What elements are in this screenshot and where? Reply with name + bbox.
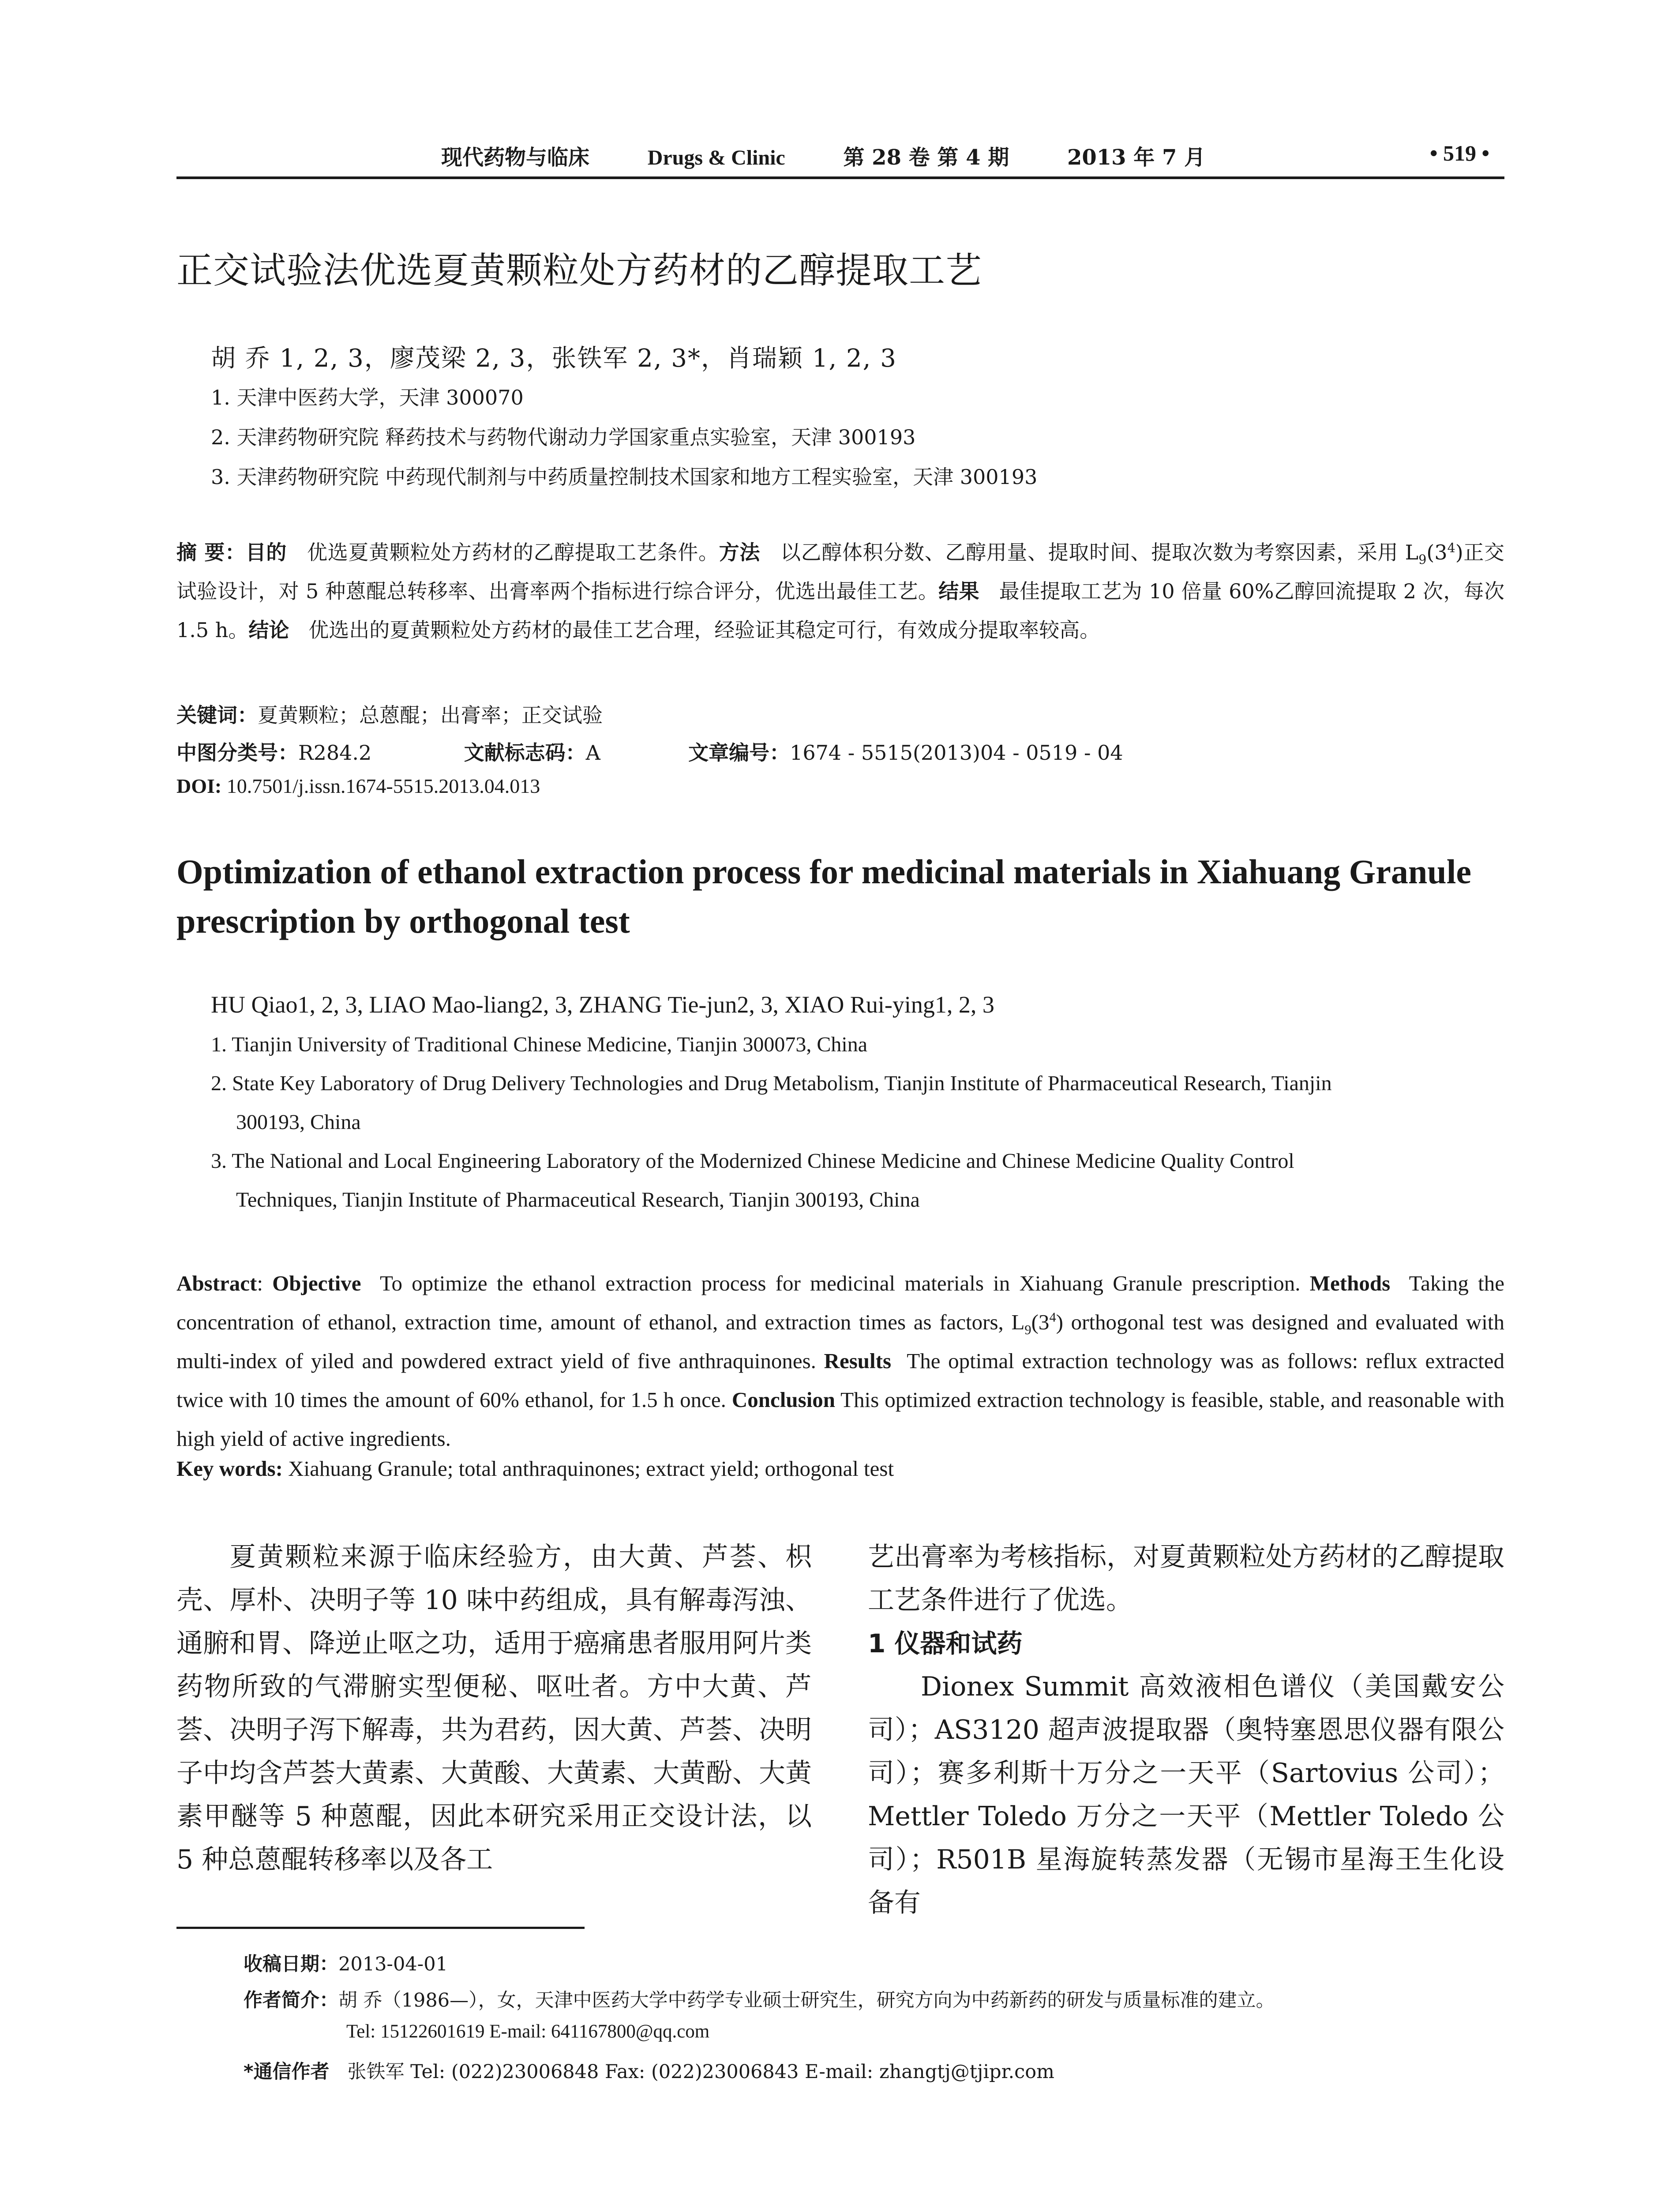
doi-value: 10.7501/j.issn.1674-5515.2013.04.013 (226, 775, 540, 797)
objective-text-cn: 优选夏黄颗粒处方药材的乙醇提取工艺条件。 (307, 540, 719, 564)
methods-superscript-en: 4 (1049, 1309, 1056, 1325)
methods-label-en: Methods (1309, 1271, 1391, 1295)
affiliation-en-2: 2. State Key Laboratory of Drug Delivery Technologies and Drug Metabolism, Tianjin Institute of Pharmaceutical Research, Tianjin (211, 1072, 1332, 1095)
corresponding-author (244, 2057, 1054, 2084)
affiliation-cn-1: 1. 天津中医药大学，天津 300070 (211, 386, 524, 409)
intro-paragraph-cont: 艺出膏率为考核指标，对夏黄颗粒处方药材的乙醇提取工艺条件进行了优选。 (868, 1542, 1504, 1616)
keywords-text-cn: 夏黄颗粒；总蒽醌；出膏率；正交试验 (258, 703, 603, 727)
affiliation-en-3: 3. The National and Local Engineering Laboratory of the Modernized Chinese Medicine and Chinese Medicine Quality Control (211, 1149, 1294, 1173)
article-title-en: Optimization of ethanol extraction process for medicinal materials in Xiahuang Granule prescription by orthogonal test (176, 852, 1471, 940)
article-title-cn: 正交试验法优选夏黄颗粒处方药材的乙醇提取工艺 (176, 250, 982, 292)
conclusion-label-en: Conclusion (731, 1388, 836, 1412)
doi-line (176, 774, 540, 798)
volume-issue: 第 28 卷 第 4 期 (843, 145, 1009, 170)
methods-text-cn-a: 以乙醇体积分数、乙醇用量、提取时间、提取次数为考察因素，采用 L (780, 540, 1419, 564)
methods-text-en-c: ) orthogonal test was designed and evaluated with multi-index of yiled and powdered extract yield of five anthraquinones. (176, 1310, 1505, 1373)
methods-text-cn-b: (3 (1426, 540, 1448, 564)
results-label-cn: 结果 (938, 579, 979, 603)
footnote-divider (176, 1927, 585, 1929)
intro-paragraph: 夏黄颗粒来源于临床经验方，由大黄、芦荟、枳壳、厚朴、决明子等 10 味中药组成，具有解毒泻浊、通腑和胃、降逆止呕之功，适用于癌痛患者服用阿片类药物所致的气滞腑实型便秘、呕吐者。方中大黄、芦荟、决明子泻下解毒，共为君药，因大黄、芦荟、决明子中均含芦荟大黄素、大黄酸、大黄素、大黄酚、大黄素甲醚等 5 种蒽醌，因此本研究采用正交设计法，以 5 种总蒽醌转移率以及各工 (176, 1542, 812, 1875)
doc-code-label: 文献标志码： (464, 741, 586, 765)
received-date (244, 1949, 448, 1976)
abstract-cn (176, 533, 1504, 649)
doc-code-value: A (585, 741, 600, 765)
corresponding-text: 张铁军 Tel: (022)23006848 Fax: (022)23006843 E-mail: zhangtj@tjipr.com (347, 2061, 1054, 2083)
objective-label-cn: 目的 (245, 540, 287, 564)
author-bio-label: 作者简介： (244, 1989, 338, 2011)
abstract-label-en: Abstract (176, 1271, 257, 1295)
methods-superscript-cn: 4 (1447, 540, 1455, 555)
keywords-en (176, 1456, 894, 1481)
clc-value: R284.2 (298, 741, 372, 765)
methods-text-en-b: (3 (1031, 1310, 1050, 1334)
doi-label: DOI: (176, 775, 222, 797)
body-column-left (176, 1535, 812, 1881)
author-bio (244, 1985, 1275, 2012)
keywords-text-en: Xiahuang Granule; total anthraquinones; extract yield; orthogonal test (288, 1456, 894, 1481)
author-list-cn: 胡 乔 1, 2, 3，廖茂梁 2, 3，张铁军 2, 3*，肖瑞颖 1, 2, 3 (211, 344, 897, 373)
author-contact: Tel: 15122601619 E-mail: 641167800@qq.com (346, 2021, 710, 2042)
author-list-en-text: HU Qiao1, 2, 3, LIAO Mao-liang2, 3, ZHANG Tie-jun2, 3, XIAO Rui-ying1, 2, 3 (211, 991, 994, 1018)
affiliation-en-2-cont: 300193, China (236, 1111, 361, 1134)
results-label-en: Results (824, 1349, 892, 1373)
methods-text-en-a: Taking the concentration of ethanol, extraction time, amount of ethanol, and extraction times as factors, L (176, 1271, 1505, 1334)
author-list-en (211, 991, 994, 1018)
abstract-en: Abstract: Objective To optimize the ethanol extraction process for medicinal materials in Xiahuang Granule prescription. Methods Taking the concentration of ethanol, extraction time, amount of ethanol, and extraction times as factors, $L_9(3^4)$ orthogonal test was designed and evaluated with multi-index of yiled and powdered extract yield of five anthraquinones. Results The optimal extraction technology was as follows: reflux extracted twice with 10 times the amount of 60% ethanol, for 1.5 h once. Conclusion This optimized extraction technology is feasible, stable, and reasonable with high yield of active ingredients. (176, 1271, 1505, 1451)
abstract-label-cn: 摘 要： (176, 540, 246, 564)
corresponding-label: *通信作者 (244, 2061, 330, 2083)
section-1-paragraph: Dionex Summit 高效液相色谱仪（美国戴安公司）；AS3120 超声波提取器（奥特塞恩思仪器有限公司）；赛多利斯十万分之一天平（Sartovius 公司）；Mettler Toledo 万分之一天平（Mettler Toledo 公司）；R501B 星海旋转蒸发器（无锡市星海王生化设备有 (868, 1671, 1504, 1918)
clc-label: 中图分类号： (176, 741, 298, 765)
article-no-value: 1674 - 5515(2013)04 - 0519 - 04 (790, 741, 1123, 765)
methods-subscript-en: 9 (1024, 1322, 1031, 1337)
author-bio-text: 胡 乔（1986—），女，天津中医药大学中药学专业硕士研究生，研究方向为中药新药的研发与质量标准的建立。 (338, 1989, 1275, 2011)
journal-name-cn: 现代药物与临床 (441, 145, 590, 170)
classification-line (176, 737, 1123, 766)
journal-name-en: Drugs & Clinic (647, 146, 785, 169)
keywords-label-en: Key words: (176, 1456, 283, 1481)
header-divider (176, 176, 1504, 179)
affiliation-cn-3: 3. 天津药物研究院 中药现代制剂与中药质量控制技术国家和地方工程实验室，天津 300193 (211, 465, 1038, 489)
objective-label-en: Objective (272, 1271, 361, 1295)
results-text-cn: 最佳提取工艺为 10 倍量 60%乙醇回流提取 2 次，每次 1.5 h。 (176, 579, 1504, 642)
affiliation-en-1: 1. Tianjin University of Traditional Chinese Medicine, Tianjin 300073, China (211, 1033, 868, 1056)
body-column-right (868, 1535, 1504, 1925)
received-label: 收稿日期： (244, 1953, 338, 1975)
conclusion-text-en: This optimized extraction technology is feasible, stable, and reasonable with high yield of active ingredients. (176, 1388, 1504, 1451)
results-text-en: The optimal extraction technology was as follows: reflux extracted twice with 10 times the amount of 60% ethanol, for 1.5 h once. (176, 1349, 1505, 1412)
methods-text-cn-c: )正交试验设计，对 5 种蒽醌总转移率、出膏率两个指标进行综合评分，优选出最佳工艺。 (176, 540, 1505, 603)
section-heading-1: 1 仪器和试药 (868, 1628, 1023, 1658)
received-value: 2013-04-01 (338, 1953, 448, 1975)
keywords-cn (176, 699, 603, 728)
methods-subscript-cn: 9 (1418, 552, 1427, 567)
issue-date: 2013 年 7 月 (1067, 145, 1206, 170)
affiliation-en-3-cont: Techniques, Tianjin Institute of Pharmaceutical Research, Tianjin 300193, China (236, 1188, 920, 1212)
article-no-label: 文章编号： (688, 741, 790, 765)
running-header (441, 140, 1504, 171)
keywords-label-cn: 关键词： (176, 703, 258, 727)
objective-text-en: To optimize the ethanol extraction process for medicinal materials in Xiahuang Granule prescription. (379, 1271, 1301, 1295)
conclusion-label-cn: 结论 (248, 618, 289, 642)
affiliation-cn-2: 2. 天津药物研究院 释药技术与药物代谢动力学国家重点实验室，天津 300193 (211, 425, 916, 449)
conclusion-text-cn: 优选出的夏黄颗粒处方药材的最佳工艺合理，经验证其稳定可行，有效成分提取率较高。 (308, 618, 1100, 642)
page-number: • 519 • (1429, 141, 1489, 165)
methods-label-cn: 方法 (719, 540, 761, 564)
